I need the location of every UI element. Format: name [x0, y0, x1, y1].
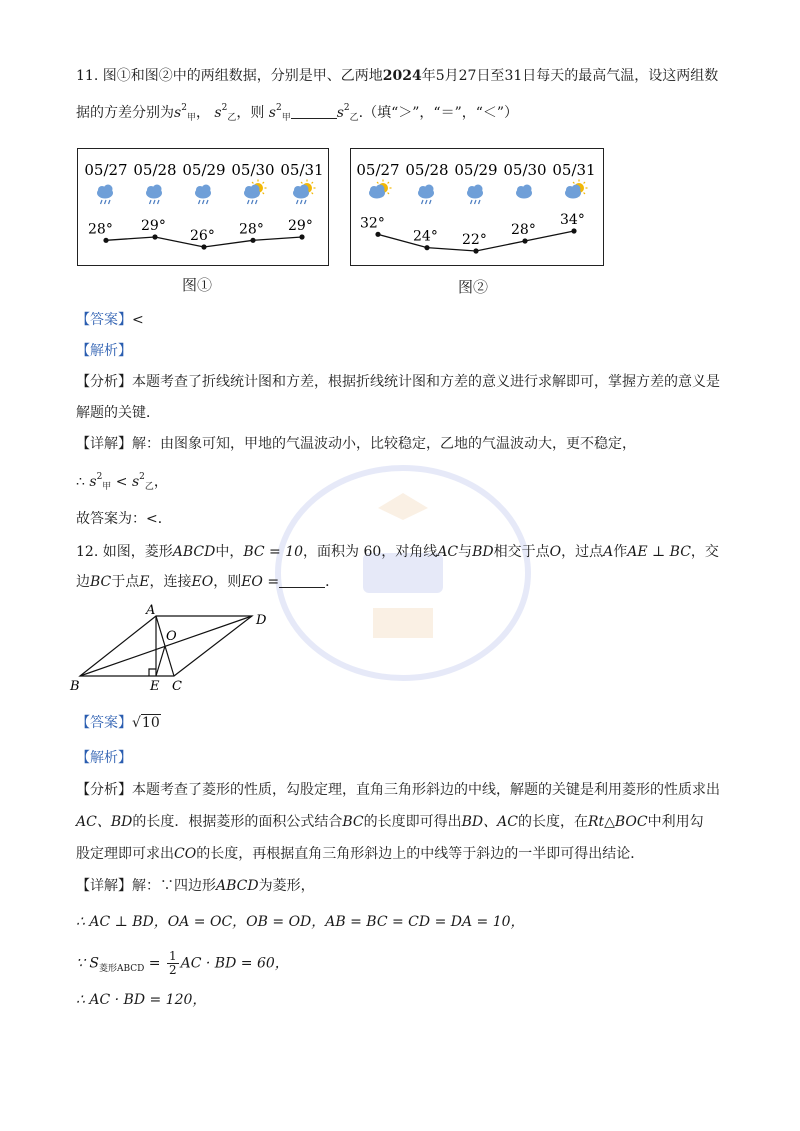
q12-text-f: ，过点	[561, 544, 604, 560]
rhombus-figure	[66, 604, 286, 694]
fenxi-tag-12: 【分析】	[76, 782, 132, 798]
q12-text-c: ，面积为 60，对角线	[303, 544, 438, 560]
sup-2: 2	[221, 103, 228, 113]
temp-point	[250, 238, 255, 243]
answer-tag-12: 【答案】	[76, 715, 132, 731]
date-label: 05/30	[503, 161, 547, 179]
fenxi-tag: 【分析】	[76, 374, 132, 390]
detail-12-line4	[76, 990, 206, 1010]
q11-month: 5	[435, 68, 445, 84]
detail-tag: 【详解】	[76, 436, 132, 452]
expr-ae-bc: AE ⊥ BC	[627, 544, 691, 560]
sup-2: 2	[275, 103, 282, 113]
var-s: s	[214, 105, 222, 121]
expr-bd-ac: BD、AC	[461, 814, 518, 830]
fenxi-12-text-b: 的长度．根据菱形的面积公式结合	[132, 814, 343, 830]
fenxi-text-12: 本题考查了菱形的性质，勾股定理，直角三角形斜边的中线，解题的关键是利用菱形的性质求出	[132, 782, 720, 798]
final-text: 故答案为：<．	[76, 511, 172, 527]
temp-label: 22°	[462, 232, 487, 248]
period: ．	[325, 574, 340, 590]
fenxi-11-line2	[76, 403, 160, 423]
expr-rt-boc: Rt△BOC	[587, 814, 648, 830]
detail-tag-12: 【详解】	[76, 878, 132, 894]
comma: ，	[153, 474, 168, 490]
label-e: E	[150, 679, 160, 694]
sub-yi: 乙	[349, 113, 359, 123]
answer-12	[76, 713, 161, 733]
fraction-half	[167, 950, 179, 977]
q11-day-end: 31	[504, 68, 523, 84]
rain-icon	[97, 185, 113, 205]
q12-text-h: ，交	[690, 544, 719, 560]
sup-2: 2	[96, 472, 103, 482]
sup-2: 2	[181, 103, 187, 113]
temp-label: 28°	[239, 221, 264, 238]
q11-line1	[76, 66, 718, 86]
date-label: 05/27	[84, 161, 128, 179]
var-abcd: ABCD	[172, 544, 216, 560]
q11-line2	[76, 103, 518, 125]
therefore-symbol: ∴	[76, 474, 85, 490]
jiexi-tag: 【解析】	[76, 343, 132, 359]
sub-jia: 甲	[281, 113, 291, 123]
sqrt-symbol: √	[132, 715, 141, 731]
jiexi-11	[76, 341, 132, 361]
jiexi-tag-12: 【解析】	[76, 750, 132, 766]
fenxi-12-text-3c: 的长度，再根据直角三角形斜边上的中线等于斜边的一半即可得出结论．	[196, 846, 645, 862]
q12-text-l2d: ，则	[213, 574, 242, 590]
rain-icon	[195, 185, 211, 205]
rain-icon	[418, 185, 434, 205]
equals: =	[144, 955, 165, 972]
var-eo: EO	[191, 574, 214, 590]
final-answer-11	[76, 509, 172, 529]
q12-text-l2b: 于点	[111, 574, 140, 590]
temp-point	[522, 238, 527, 243]
temp-point	[152, 234, 157, 239]
fenxi-12-line3	[76, 844, 644, 864]
q12-text-d: 与	[458, 544, 473, 560]
answer-blank[interactable]	[291, 104, 337, 119]
temp-label: 26°	[190, 228, 215, 244]
var-e: E	[139, 574, 150, 590]
fenxi-12-text-f: 的长度，在	[517, 814, 588, 830]
less-than: <	[111, 474, 132, 490]
weather-figure-1-svg	[78, 149, 328, 265]
sub-yi: 乙	[144, 482, 154, 492]
expr-ac-bd: AC、BD	[76, 814, 133, 830]
q11-day-start: 27	[458, 68, 477, 84]
var-s: s	[131, 474, 140, 490]
detail-11-line2	[76, 472, 168, 494]
q12-text-b: 中，	[215, 544, 244, 560]
rain-icon	[146, 185, 162, 205]
rain-icon	[467, 185, 483, 205]
label-d: D	[256, 613, 267, 628]
answer-value-12: 10	[141, 715, 160, 731]
date-label: 05/30	[231, 161, 275, 179]
var-a: A	[603, 544, 614, 560]
var-bd: BD	[472, 544, 494, 560]
q11-text-e: 日每天的最高气温，设这两组数	[522, 68, 719, 84]
area-s: ∵ S	[76, 955, 99, 972]
q12-text-g: 作	[613, 544, 628, 560]
jiexi-12	[76, 748, 132, 768]
q11-line2-text: 据的方差分别为	[76, 105, 174, 121]
date-label: 05/29	[454, 161, 498, 179]
var-s: s	[174, 105, 182, 121]
fraction-den: 2	[168, 963, 177, 977]
comma: ，	[195, 105, 210, 121]
date-label: 05/29	[182, 161, 226, 179]
q12-line1	[76, 542, 719, 562]
date-label: 05/31	[552, 161, 596, 179]
var-s: s	[89, 474, 97, 490]
q11-year: 2024	[382, 68, 422, 84]
detail-12-line1	[76, 876, 315, 896]
var-abcd-12: ABCD	[216, 878, 259, 894]
fraction-num: 1	[168, 949, 177, 963]
detail-12-line3	[76, 950, 289, 977]
var-ac: AC	[437, 544, 459, 560]
expr-co: CO	[174, 846, 197, 862]
temp-point	[571, 228, 576, 233]
detail-12-text-2: ∴ AC ⊥ BD，OA = OC，OB = OD，AB = BC = CD = DA = 10，	[76, 914, 525, 930]
label-b: B	[70, 679, 80, 694]
answer-11	[76, 310, 144, 330]
fenxi-12-line1	[76, 780, 720, 800]
date-label: 05/27	[356, 161, 400, 179]
var-bc: BC	[90, 574, 112, 590]
detail-12-line2	[76, 912, 525, 932]
sup-2: 2	[139, 472, 145, 482]
q11-text: 11. 图①和图②中的两组数据，分别是甲、乙两地	[76, 68, 383, 84]
then-text: ，则	[236, 105, 265, 121]
temp-label: 29°	[141, 218, 166, 234]
var-s: s	[268, 105, 276, 121]
date-label: 05/31	[280, 161, 324, 179]
temp-label: 24°	[413, 228, 438, 245]
q12-text-e: 相交于点	[493, 544, 550, 560]
temp-point	[375, 232, 380, 237]
answer-tag: 【答案】	[76, 312, 132, 328]
q12-text: 12. 如图，菱形	[76, 544, 173, 560]
cloud-icon	[516, 185, 532, 199]
figure-2-caption: 图②	[458, 278, 489, 296]
date-label: 05/28	[133, 161, 177, 179]
temp-label: 28°	[511, 222, 536, 238]
expr-eo: EO =	[241, 574, 280, 590]
fenxi-12-text-h: 中利用勾	[647, 814, 704, 830]
detail-11-line1	[76, 434, 636, 454]
temp-point	[473, 248, 478, 253]
expr-bc: BC = 10	[243, 544, 304, 560]
sun-cloud-icon	[565, 180, 588, 199]
detail-12-text-3c: AC · BD = 60，	[180, 955, 289, 972]
q12-line2-text: 边	[76, 574, 90, 590]
q11-text-c: 月	[444, 68, 459, 84]
temp-label: 29°	[288, 218, 313, 234]
sub-jia: 甲	[186, 113, 196, 123]
fenxi-12-line2	[76, 812, 704, 832]
temp-label: 28°	[88, 221, 113, 238]
fenxi-12-text-3a: 股定理即可求出	[76, 846, 174, 862]
detail-12-text-4: ∴ AC · BD = 120，	[76, 992, 207, 1008]
detail-12-text-a: 解：∵四边形	[132, 878, 216, 894]
temp-point	[103, 238, 108, 243]
temp-point	[299, 234, 304, 239]
expr-bc-12: BC	[342, 814, 364, 830]
sun-rain-icon	[293, 180, 316, 205]
sub-jia: 甲	[102, 482, 112, 492]
answer-blank-12[interactable]	[279, 573, 325, 588]
temp-label: 34°	[560, 212, 585, 228]
detail-text: 解：由图象可知，甲地的气温波动小，比较稳定，乙地的气温波动大，更不稳定，	[132, 436, 636, 452]
fenxi-12-text-d: 的长度即可得出	[363, 814, 462, 830]
weather-figure-1	[77, 148, 329, 266]
fenxi-text: 本题考查了折线统计图和方差，根据折线统计图和方差的意义进行求解即可，掌握方差的意义是	[132, 374, 720, 390]
weather-figure-2	[350, 148, 604, 266]
detail-12-text-c: 为菱形，	[258, 878, 315, 894]
fill-hint: .（填“＞”，“＝”，“＜”）	[358, 105, 519, 121]
sub-yi: 乙	[227, 113, 237, 123]
temp-point	[201, 244, 206, 249]
answer-value: <	[132, 312, 144, 328]
var-o: O	[549, 544, 562, 560]
temp-label: 32°	[360, 215, 385, 232]
label-o: O	[166, 629, 177, 644]
label-c: C	[172, 679, 182, 694]
date-label: 05/28	[405, 161, 449, 179]
fenxi-11-line1	[76, 372, 720, 392]
sup-2: 2	[343, 103, 350, 113]
label-a: A	[146, 604, 156, 618]
q12-line2	[76, 572, 339, 592]
sun-cloud-icon	[369, 180, 392, 199]
var-s: s	[336, 105, 344, 121]
sun-rain-icon	[244, 180, 267, 205]
q11-text-b: 年	[421, 68, 436, 84]
q12-text-l2c: ，连接	[149, 574, 192, 590]
weather-figure-2-svg	[351, 149, 603, 265]
temp-point	[424, 245, 429, 250]
figure-1-caption: 图①	[182, 276, 213, 294]
fenxi-text-2: 解题的关键．	[76, 405, 160, 421]
q11-text-d: 日至	[476, 68, 505, 84]
area-sub: 菱形ABCD	[98, 963, 145, 974]
